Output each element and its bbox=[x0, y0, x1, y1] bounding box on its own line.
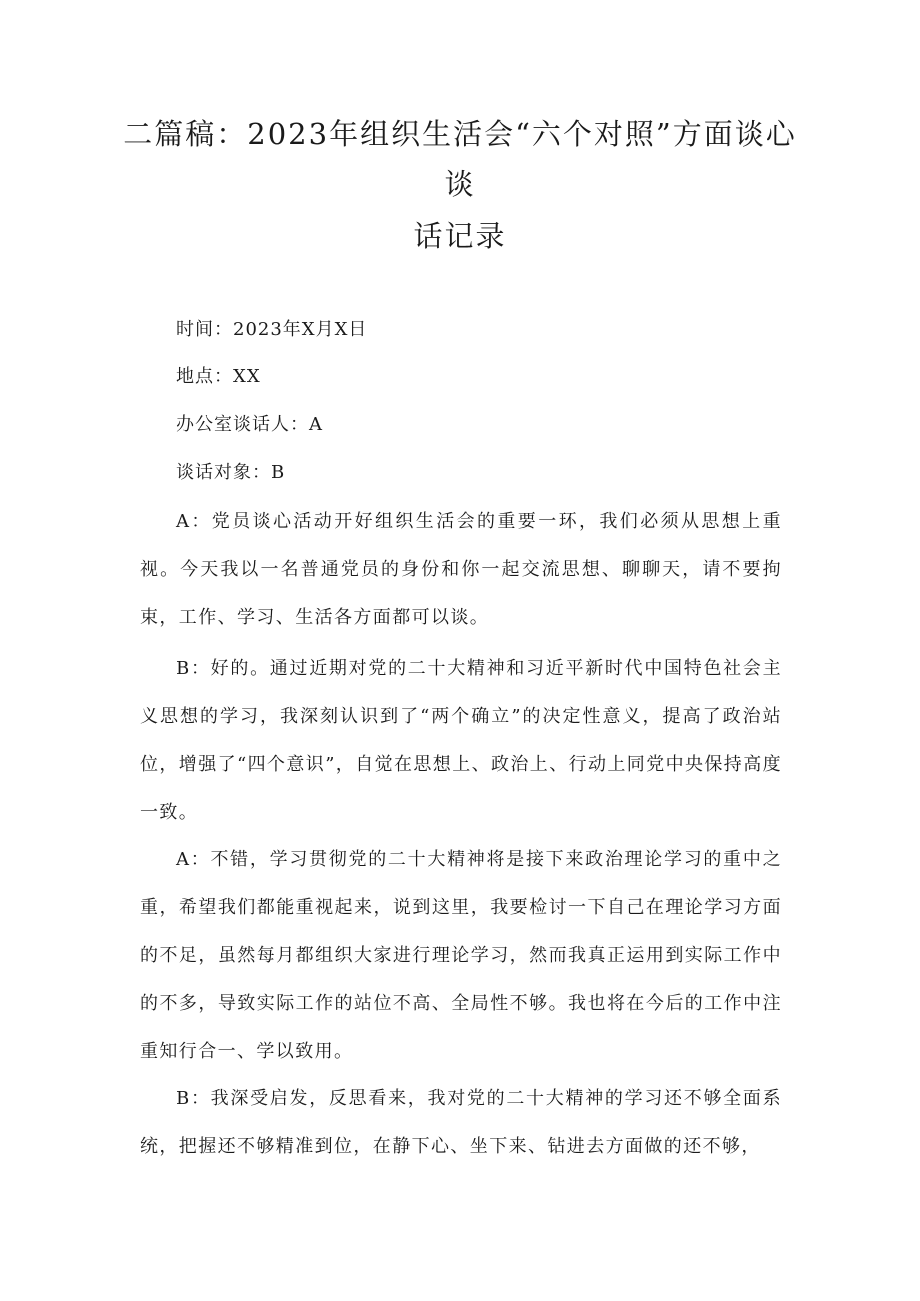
dialogue-paragraph-2: B：好的。通过近期对党的二十大精神和习近平新时代中国特色社会主义思想的学习，我深刻认识到了“两个确立”的决定性意义，提高了政治站位，增强了“四个意识”，自觉在思想上、政治上、行动上同党中央保持高度一致。 bbox=[140, 658, 783, 823]
meta-target: 谈话对象：B bbox=[176, 462, 286, 483]
title-line-2: 谈 bbox=[444, 167, 476, 201]
meta-place: 地点：XX bbox=[176, 366, 261, 387]
dialogue-paragraph-4: B：我深受启发，反思看来，我对党的二十大精神的学习还不够全面系统，把握还不够精准到位，在静下心、坐下来、钻进去方面做的还不够， bbox=[140, 1088, 782, 1157]
meta-speaker: 办公室谈话人：A bbox=[176, 414, 323, 435]
dialogue-paragraph-1: A：党员谈心活动开好组织生活会的重要一环，我们必须从思想上重视。今天我以一名普通党员的身份和你一起交流思想、聊聊天，请不要拘束，工作、学习、生活各方面都可以谈。 bbox=[140, 511, 782, 628]
dialogue-paragraph-3: A：不错，学习贯彻党的二十大精神将是接下来政治理论学习的重中之重，希望我们都能重视起来，说到这里，我要检讨一下自己在理论学习方面的不足，虽然每月都组织大家进行理论学习，然而我真正运用到实际工作中的不多，导致实际工作的站位不高、全局性不够。我也将在今后的工作中注重知行合一、学以致用。 bbox=[140, 849, 782, 1062]
title-line-1: 二篇稿：2023年组织生活会“六个对照”方面谈心 bbox=[123, 117, 797, 151]
title-line-3: 话记录 bbox=[413, 219, 507, 253]
meta-time: 时间：2023年X月X日 bbox=[176, 319, 368, 340]
